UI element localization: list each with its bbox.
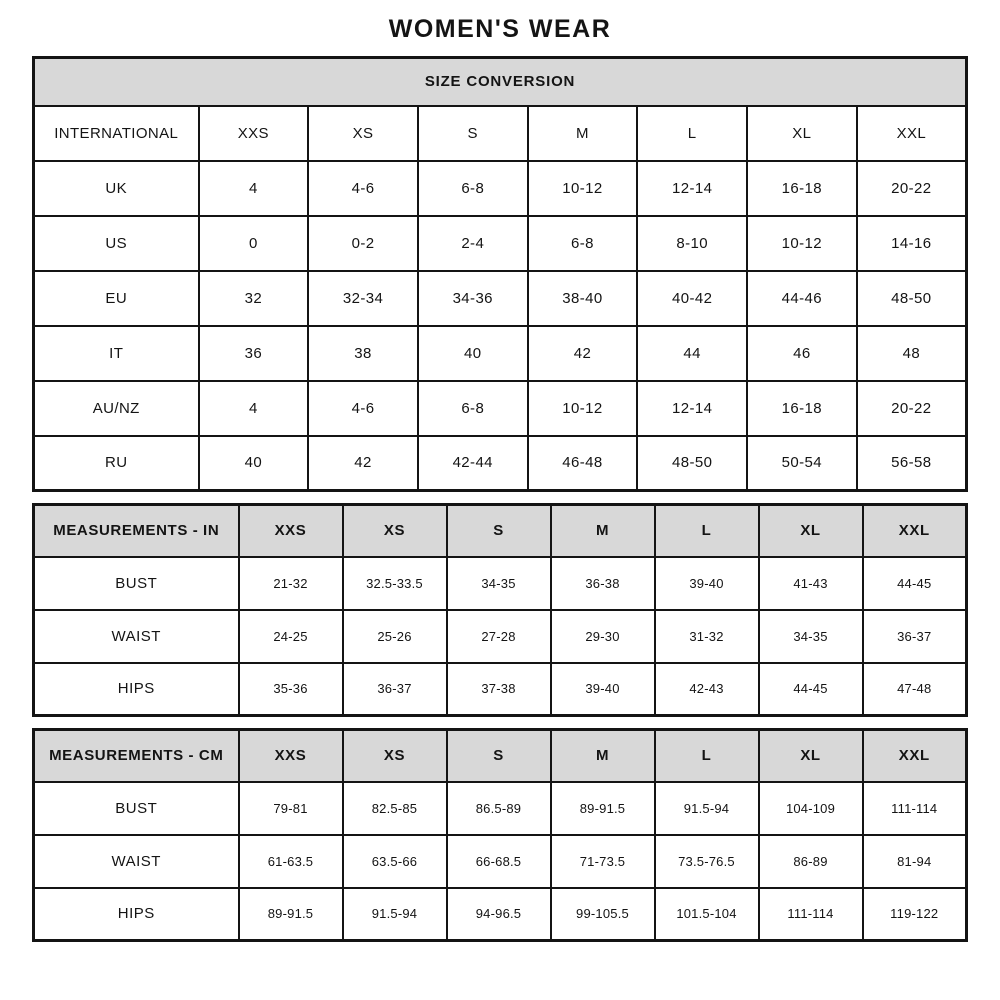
size-conversion-title: SIZE CONVERSION (34, 58, 967, 106)
size-value-cell: 6-8 (418, 161, 528, 216)
column-header: XL (759, 730, 863, 782)
column-header: S (447, 505, 551, 557)
size-value-cell: XL (747, 106, 857, 161)
measurement-value-cell: 101.5-104 (655, 888, 759, 941)
size-value-cell: 40-42 (637, 271, 747, 326)
measurements-cm-title: MEASUREMENTS - CM (34, 730, 239, 782)
table-row (34, 216, 967, 271)
size-value-cell: 48-50 (857, 271, 967, 326)
measurements-cm-table (32, 728, 968, 942)
size-value-cell: 36 (199, 326, 309, 381)
table-row (34, 557, 967, 610)
measurement-value-cell: 47-48 (863, 663, 967, 716)
column-header: XXS (239, 505, 343, 557)
table-header-row (34, 505, 967, 557)
size-value-cell: 0-2 (308, 216, 418, 271)
table-row (34, 271, 967, 326)
measurement-value-cell: 44-45 (863, 557, 967, 610)
measurement-value-cell: 99-105.5 (551, 888, 655, 941)
measurement-value-cell: 81-94 (863, 835, 967, 888)
measurements-in-table (32, 503, 968, 717)
measurement-value-cell: 32.5-33.5 (343, 557, 447, 610)
size-value-cell: 32-34 (308, 271, 418, 326)
table-row (34, 782, 967, 835)
column-header: XXL (863, 730, 967, 782)
row-label: UK (34, 161, 199, 216)
size-value-cell: XXS (199, 106, 309, 161)
size-value-cell: 50-54 (747, 436, 857, 491)
table-row (34, 326, 967, 381)
size-value-cell: 6-8 (418, 381, 528, 436)
measurement-value-cell: 42-43 (655, 663, 759, 716)
size-value-cell: 40 (199, 436, 309, 491)
measurement-value-cell: 61-63.5 (239, 835, 343, 888)
table-row (34, 161, 967, 216)
table-row (34, 888, 967, 941)
measurement-value-cell: 25-26 (343, 610, 447, 663)
column-header: L (655, 505, 759, 557)
size-value-cell: 46-48 (528, 436, 638, 491)
table-row (34, 610, 967, 663)
table-row (34, 106, 967, 161)
size-value-cell: 4 (199, 381, 309, 436)
row-label: WAIST (34, 610, 239, 663)
size-value-cell: 48-50 (637, 436, 747, 491)
page-title: WOMEN'S WEAR (388, 15, 612, 43)
measurement-value-cell: 34-35 (447, 557, 551, 610)
measurement-value-cell: 35-36 (239, 663, 343, 716)
row-label: US (34, 216, 199, 271)
size-value-cell: 14-16 (857, 216, 967, 271)
measurement-value-cell: 71-73.5 (551, 835, 655, 888)
column-header: L (655, 730, 759, 782)
size-value-cell: 12-14 (637, 381, 747, 436)
column-header: XXS (239, 730, 343, 782)
column-header: XXL (863, 505, 967, 557)
measurement-value-cell: 44-45 (759, 663, 863, 716)
measurement-value-cell: 94-96.5 (447, 888, 551, 941)
measurement-value-cell: 39-40 (551, 663, 655, 716)
column-header: M (551, 505, 655, 557)
row-label: WAIST (34, 835, 239, 888)
size-value-cell: 20-22 (857, 381, 967, 436)
size-value-cell: 32 (199, 271, 309, 326)
size-value-cell: XS (308, 106, 418, 161)
size-value-cell: 16-18 (747, 381, 857, 436)
size-value-cell: L (637, 106, 747, 161)
size-value-cell: 44 (637, 326, 747, 381)
size-value-cell: 38 (308, 326, 418, 381)
measurement-value-cell: 111-114 (863, 782, 967, 835)
measurement-value-cell: 63.5-66 (343, 835, 447, 888)
measurement-value-cell: 104-109 (759, 782, 863, 835)
table-header-row (34, 730, 967, 782)
column-header: S (447, 730, 551, 782)
measurement-value-cell: 27-28 (447, 610, 551, 663)
size-value-cell: 42 (308, 436, 418, 491)
size-value-cell: 16-18 (747, 161, 857, 216)
row-label: RU (34, 436, 199, 491)
size-value-cell: 42 (528, 326, 638, 381)
measurement-value-cell: 73.5-76.5 (655, 835, 759, 888)
measurement-value-cell: 89-91.5 (551, 782, 655, 835)
measurement-value-cell: 86-89 (759, 835, 863, 888)
measurement-value-cell: 37-38 (447, 663, 551, 716)
size-value-cell: 44-46 (747, 271, 857, 326)
size-value-cell: 12-14 (637, 161, 747, 216)
measurement-value-cell: 36-38 (551, 557, 655, 610)
size-value-cell: 56-58 (857, 436, 967, 491)
measurement-value-cell: 34-35 (759, 610, 863, 663)
measurement-value-cell: 41-43 (759, 557, 863, 610)
size-value-cell: 10-12 (747, 216, 857, 271)
size-value-cell: S (418, 106, 528, 161)
size-value-cell: XXL (857, 106, 967, 161)
size-value-cell: 4-6 (308, 161, 418, 216)
row-label: BUST (34, 782, 239, 835)
table-row (34, 381, 967, 436)
column-header: XS (343, 730, 447, 782)
size-value-cell: 48 (857, 326, 967, 381)
measurement-value-cell: 66-68.5 (447, 835, 551, 888)
column-header: M (551, 730, 655, 782)
measurement-value-cell: 86.5-89 (447, 782, 551, 835)
measurements-in-title: MEASUREMENTS - IN (34, 505, 239, 557)
row-label: AU/NZ (34, 381, 199, 436)
size-conversion-table (32, 56, 968, 492)
row-label: EU (34, 271, 199, 326)
size-value-cell: 0 (199, 216, 309, 271)
measurement-value-cell: 89-91.5 (239, 888, 343, 941)
size-value-cell: 8-10 (637, 216, 747, 271)
size-value-cell: 10-12 (528, 381, 638, 436)
column-header: XL (759, 505, 863, 557)
size-value-cell: 6-8 (528, 216, 638, 271)
row-label: HIPS (34, 888, 239, 941)
row-label: IT (34, 326, 199, 381)
size-value-cell: 4 (199, 161, 309, 216)
row-label: INTERNATIONAL (34, 106, 199, 161)
size-value-cell: 2-4 (418, 216, 528, 271)
table-row (34, 436, 967, 491)
size-value-cell: 42-44 (418, 436, 528, 491)
measurement-value-cell: 79-81 (239, 782, 343, 835)
size-value-cell: 38-40 (528, 271, 638, 326)
measurement-value-cell: 31-32 (655, 610, 759, 663)
size-value-cell: 40 (418, 326, 528, 381)
table-header-row (34, 58, 967, 106)
size-value-cell: 10-12 (528, 161, 638, 216)
table-row (34, 663, 967, 716)
measurement-value-cell: 24-25 (239, 610, 343, 663)
size-value-cell: 46 (747, 326, 857, 381)
measurement-value-cell: 29-30 (551, 610, 655, 663)
measurement-value-cell: 111-114 (759, 888, 863, 941)
size-value-cell: 34-36 (418, 271, 528, 326)
measurement-value-cell: 91.5-94 (343, 888, 447, 941)
table-row (34, 835, 967, 888)
measurement-value-cell: 39-40 (655, 557, 759, 610)
measurement-value-cell: 36-37 (343, 663, 447, 716)
measurement-value-cell: 21-32 (239, 557, 343, 610)
size-value-cell: M (528, 106, 638, 161)
measurement-value-cell: 36-37 (863, 610, 967, 663)
measurement-value-cell: 119-122 (863, 888, 967, 941)
row-label: BUST (34, 557, 239, 610)
measurement-value-cell: 91.5-94 (655, 782, 759, 835)
measurement-value-cell: 82.5-85 (343, 782, 447, 835)
row-label: HIPS (34, 663, 239, 716)
column-header: XS (343, 505, 447, 557)
size-value-cell: 20-22 (857, 161, 967, 216)
size-value-cell: 4-6 (308, 381, 418, 436)
